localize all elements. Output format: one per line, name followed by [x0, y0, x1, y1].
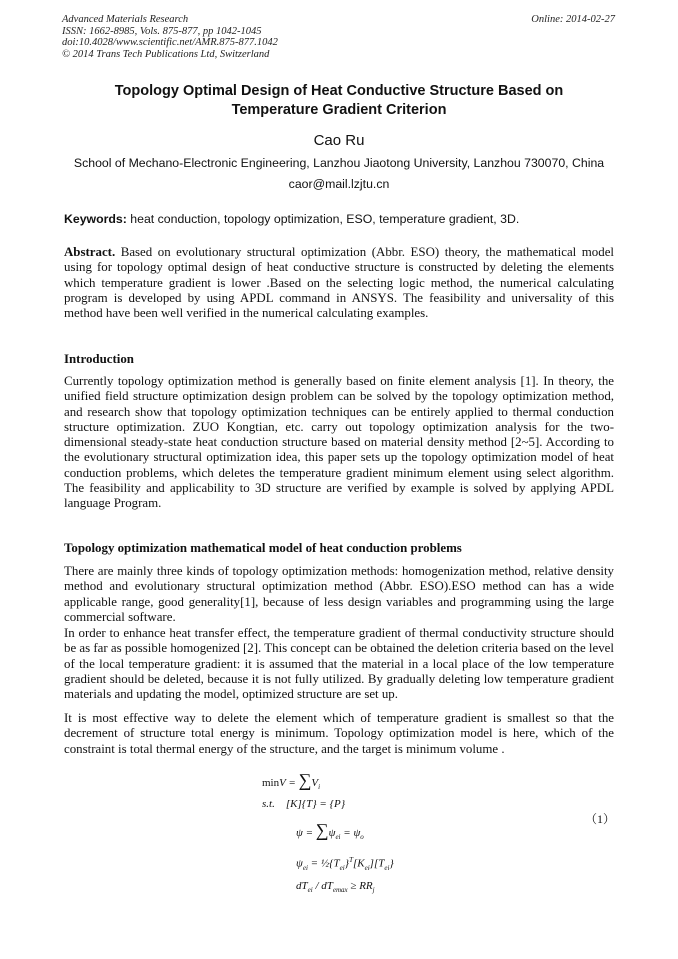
- equation-number: （1）: [585, 812, 616, 826]
- section2-paragraph-1: There are mainly three kinds of topology optimization methods: homogenization method, relative density method and evolutionary structural optimization method (Abbr. ESO).ESO method can has a wide applicable range, good generality[1], because of less design variables and programming using the large commercial software.: [64, 564, 614, 624]
- abstract-label: Abstract.: [64, 245, 116, 259]
- keywords-label: Keywords:: [64, 212, 127, 226]
- intro-paragraph: Currently topology optimization method is generally based on finite element analysis [1]. In theory, the unified field structure optimization design problem can be solved by the topology optimization method, and research show that topology optimization techniques can be entirely applied to thermal conduction structure optimization. ZUO Kongtian, etc. carry out topology optimization analysis for the two-dimensional steady-state heat conduction structure based on material density method [2~5]. According to the evolutionary structural optimization idea, this paper sets up the topology optimization model of heat conduction problems, which deletes the temperature gradient minimum element using select algorithm. The feasibility and applicability to 3D structure are verified by example is solved by applying APDL language Program.: [64, 374, 614, 511]
- issn-line: ISSN: 1662-8985, Vols. 875-877, pp 1042-1045: [62, 25, 262, 37]
- abstract: [64, 245, 614, 321]
- optimization-equation: [260, 764, 450, 904]
- abstract-text: Based on evolutionary structural optimization (Abbr. ESO) theory, the mathematical model using for topology optimal design of heat conductive structure is constructed by deleting the elements which temperature gradient is lower .Based on the selecting logic method, the numerical calculating program is developed by using APDL command in ANSYS. The feasibility and universality of this method have been well verified in the numerical calculating examples.: [64, 245, 614, 321]
- paper-title: [40, 82, 638, 120]
- eq-constraint-1: s.t. [K]{T} = {P}: [262, 798, 346, 810]
- eq-constraint-4: $dT_{ei} / dT_{emax} \ge RR_j$: [296, 880, 375, 895]
- keywords: [64, 212, 519, 226]
- keywords-text: heat conduction, topology optimization, ESO, temperature gradient, 3D.: [126, 212, 520, 226]
- copyright-line: © 2014 Trans Tech Publications Ltd, Switzerland: [62, 48, 270, 60]
- eq-constraint-3: $\psi_{ei}$ = $\frac{1}{2}\{T_{ei}\}^T[K_{ei}][T_{ei}\}$: [296, 856, 394, 872]
- author-name: Cao Ru: [313, 132, 365, 149]
- online-date: Online: 2014-02-27: [531, 14, 615, 25]
- intro-heading: Introduction: [64, 352, 134, 366]
- author-email[interactable]: caor@mail.lzjtu.cn: [288, 177, 390, 191]
- section2-paragraph-2: In order to enhance heat transfer effect, the temperature gradient of thermal conductivity structure should be as far as possible homogenized [2]. This concept can be obtained the deletion criteria based on the level of the local temperature gradient: it is assumed that the material in a local place of the low temperature gradient should be deleted, because it is not fully utilized. By gradually deleting low temperature gradient materials and updating the model, optimized structure are set up.: [64, 626, 614, 702]
- eq-constraint-2: $\psi = \sum\psi_{ei} = \psi_o$: [296, 820, 364, 842]
- journal-name: Advanced Materials Research: [62, 14, 189, 25]
- title-line-2: Temperature Gradient Criterion: [231, 102, 447, 118]
- section2-paragraph-3: It is most effective way to delete the element which of temperature gradient is smallest so that the decrement of structure total energy is minimum. Topology optimization model is here, which of the constraint is total thermal energy of the structure, and the target is minimum volume .: [64, 711, 614, 756]
- journal-meta: [62, 14, 278, 60]
- affiliation: School of Mechano-Electronic Engineering, Lanzhou Jiaotong University, Lanzhou 730070, China: [73, 156, 605, 170]
- doi-line[interactable]: doi:10.4028/www.scientific.net/AMR.875-877.1042: [62, 37, 278, 48]
- section2-heading: Topology optimization mathematical model of heat conduction problems: [64, 541, 462, 555]
- eq-objective: $\min V = \sum V_i$: [262, 770, 321, 792]
- title-line-1: Topology Optimal Design of Heat Conductive Structure Based on: [114, 83, 564, 99]
